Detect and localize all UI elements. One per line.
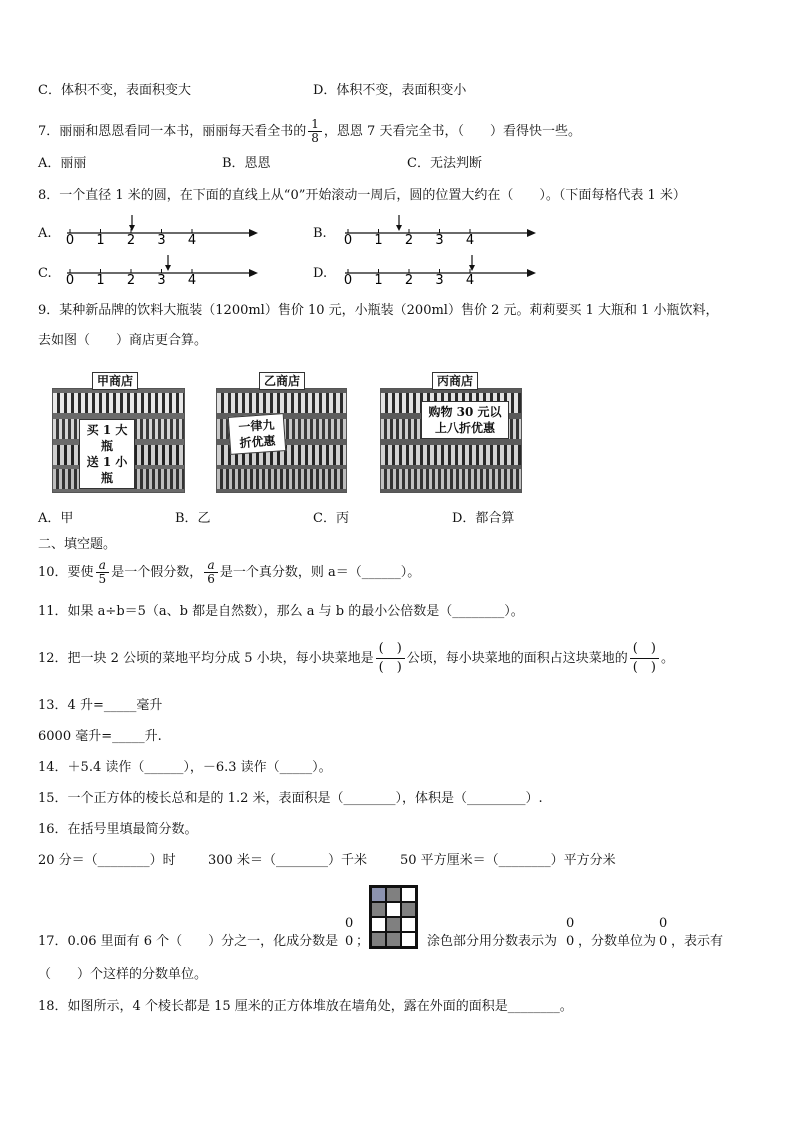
shop-c-sign: 购物 30 元以 上八折优惠 <box>421 401 509 439</box>
tick-label: 1 <box>374 233 383 248</box>
q9-option-c: C．丙 <box>313 511 349 526</box>
tick-label: 2 <box>404 233 414 248</box>
question-16: 16．在括号里填最简分数。 <box>38 822 198 837</box>
q17-fraction-2: 0 0 <box>566 916 575 949</box>
down-arrow-tip-icon <box>396 225 402 231</box>
tick-label: 2 <box>404 273 414 288</box>
q7-text-a: 7．丽丽和恩恩看同一本书，丽丽每天看全书的 <box>38 124 307 139</box>
number-line-d <box>344 255 536 288</box>
question-10: 10．要使 $\frac{a}{5}$ 是一个假分数， $\frac{a}{6}$ 是一个真分数，则 a＝（______）。 <box>38 558 421 586</box>
question-11: 11．如果 a÷b＝5（a、b 都是自然数），那么 a 与 b 的最小公倍数是（________）。 <box>38 604 524 619</box>
shop-b-title: 乙商店 <box>259 372 305 390</box>
tick-label: 3 <box>157 273 166 288</box>
q17-text-5: ，表示有 <box>671 934 724 949</box>
shop-c-photo <box>380 388 522 493</box>
tick-label: 0 <box>343 273 353 288</box>
shaded-grid <box>369 885 418 949</box>
question-14: 14．＋5.4 读作（______），－6.3 读作（_____）。 <box>38 760 332 775</box>
q7-fraction: $\frac{1}{8}$ <box>308 118 322 145</box>
q9-option-d: D．都合算 <box>452 511 515 526</box>
tick-label: 1 <box>96 273 105 288</box>
shop-a-title: 甲商店 <box>92 372 138 390</box>
tick-label: 1 <box>374 273 383 288</box>
q7-option-c: C．无法判断 <box>407 156 482 171</box>
tick-label: 2 <box>126 233 136 248</box>
tick-label: 0 <box>65 233 75 248</box>
tick-label: 4 <box>465 273 475 288</box>
q12-fraction-blank-2: $\frac{( )}{( )}$ <box>630 640 659 677</box>
q13-line-1: 13．4 升=_____毫升 <box>38 698 163 713</box>
shop-a-sign: 买 1 大瓶 送 1 小瓶 <box>79 419 135 489</box>
question-18: 18．如图所示，4 个棱长都是 15 厘米的正方体堆放在墙角处，露在外面的面积是________。 <box>38 999 573 1014</box>
q17-text-4: ，分数单位为 <box>578 934 657 949</box>
tick-label: 0 <box>343 233 353 248</box>
number-line-a <box>66 215 258 248</box>
q6-option-d: D．体积不变，表面积变小 <box>313 83 467 98</box>
arrowhead-icon <box>527 269 536 277</box>
q8-label-a: A. <box>38 226 52 241</box>
q17-line-2: （ ）个这样的分数单位。 <box>38 967 208 982</box>
tick-label: 4 <box>465 233 475 248</box>
q17-fraction-1: 0 0 <box>345 916 354 949</box>
q13-line-2: 6000 毫升=_____升. <box>38 729 162 744</box>
tick-label: 3 <box>435 233 444 248</box>
q7-text-b: ，恩恩 7 天看完全书，（ ）看得快一些。 <box>323 124 581 139</box>
tick-label: 3 <box>435 273 444 288</box>
q9-option-a: A．甲 <box>38 511 74 526</box>
q8-number-lines <box>0 0 794 300</box>
tick-label: 4 <box>187 233 197 248</box>
arrowhead-icon <box>249 269 258 277</box>
q17-fraction-3: 0 0 <box>659 916 668 949</box>
question-8: 8．一个直径 1 米的圆，在下面的直线上从“0”开始滚动一周后，圆的位置大约在（ ）。（下面每格代表 1 米） <box>38 188 686 203</box>
section-2-title: 二、填空题。 <box>38 537 117 552</box>
q9-line-1: 9．某种新品牌的饮料大瓶装（1200ml）售价 10 元，小瓶装（200ml）售价 2 元。莉莉要买 1 大瓶和 1 小瓶饮料， <box>38 303 719 318</box>
shop-b-sign: 一律九 折优惠 <box>228 413 287 455</box>
q7-option-b: B．恩恩 <box>222 156 271 171</box>
q10-fraction-2: $\frac{a}{6}$ <box>204 559 218 586</box>
q17-text-1: 17．0.06 里面有 6 个（ ）分之一，化成分数是 <box>38 934 339 949</box>
question-12: 12．把一块 2 公顷的菜地平均分成 5 小块，每小块菜地是 $\frac{( )}{( )}$ 公顷，每小块菜地的面积占这块菜地的 $\frac{( )}{( )}$ 。 <box>38 641 674 675</box>
q8-label-b: B. <box>313 226 327 241</box>
shop-b-photo <box>216 388 347 493</box>
q7-option-a: A．丽丽 <box>38 156 87 171</box>
q12-fraction-blank-1: $\frac{( )}{( )}$ <box>376 640 405 677</box>
q6-option-c: C．体积不变，表面积变大 <box>38 83 191 98</box>
q16-item-b: 300 米＝（________）千米 <box>208 853 367 868</box>
number-line-b <box>344 215 536 248</box>
number-line-c <box>66 255 258 288</box>
q16-item-c: 50 平方厘米＝（________）平方分米 <box>400 853 616 868</box>
shop-a-photo <box>52 388 185 493</box>
tick-label: 2 <box>126 273 136 288</box>
q8-label-c: C. <box>38 266 52 281</box>
down-arrow-tip-icon <box>165 265 171 271</box>
q10-fraction-1: $\frac{a}{5}$ <box>96 559 110 586</box>
arrowhead-icon <box>249 229 258 237</box>
q8-label-d: D. <box>313 266 328 281</box>
q16-item-a: 20 分＝（________）时 <box>38 853 176 868</box>
tick-label: 1 <box>96 233 105 248</box>
q17-text-3: 涂色部分用分数表示为 <box>427 934 558 949</box>
tick-label: 3 <box>157 233 166 248</box>
question-15: 15．一个正方体的棱长总和是的 1.2 米，表面积是（________），体积是（_________）. <box>38 791 543 806</box>
tick-label: 0 <box>65 273 75 288</box>
tick-label: 4 <box>187 273 197 288</box>
arrowhead-icon <box>527 229 536 237</box>
q17-text-2: ； <box>356 934 370 949</box>
q9-line-2: 去如图（ ）商店更合算。 <box>38 333 208 348</box>
down-arrow-tip-icon <box>129 225 135 231</box>
q9-option-b: B．乙 <box>175 511 211 526</box>
shop-c-title: 丙商店 <box>432 372 478 390</box>
